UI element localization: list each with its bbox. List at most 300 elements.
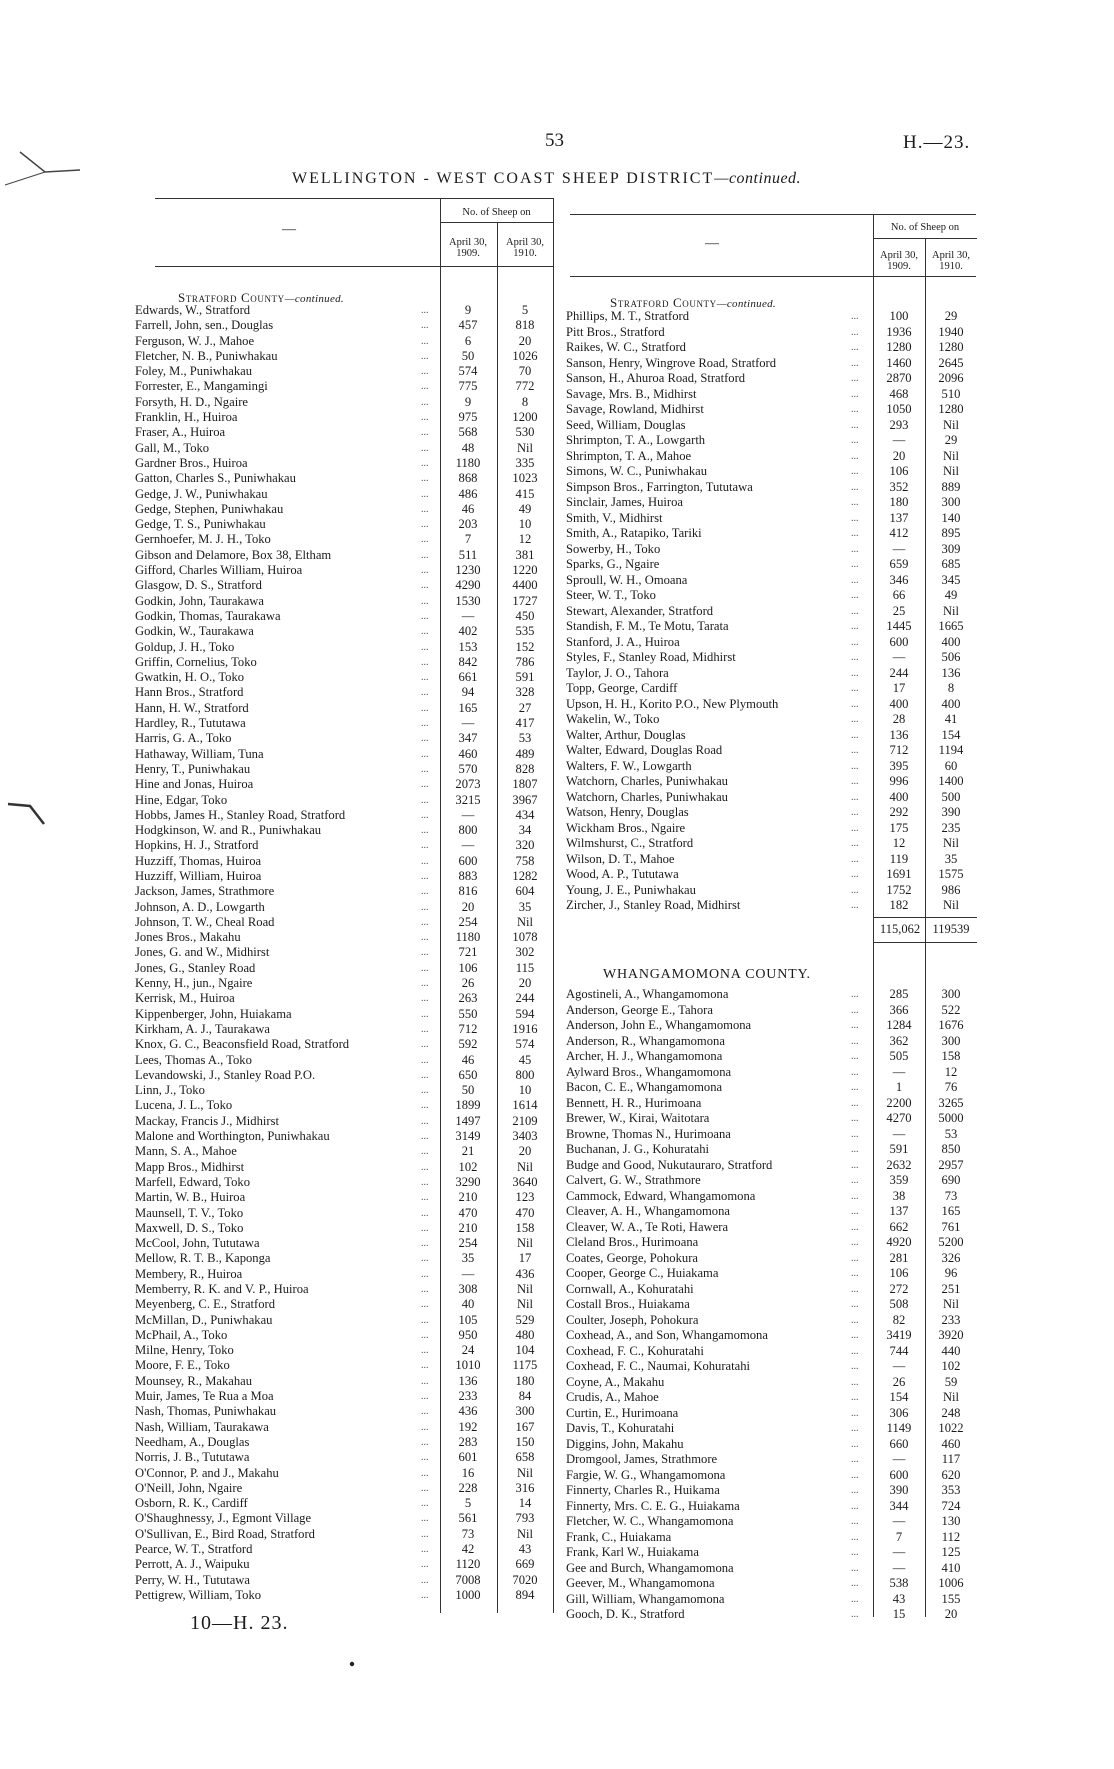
leader-dots: ... <box>421 656 429 668</box>
table-row <box>566 697 978 713</box>
owner-name-address: Johnson, T. W., Cheal Road <box>135 914 275 929</box>
sheep-count-1909: 180 <box>889 495 909 509</box>
sheep-count-1909: — <box>892 1452 906 1466</box>
sheep-count-1910: 53 <box>518 731 532 746</box>
leader-dots: ... <box>421 1131 429 1143</box>
owner-name-address: Linn, J., Toko <box>135 1083 205 1098</box>
sheep-count-1910: 400 <box>941 696 961 711</box>
owner-name-address: O'Connor, P. and J., Makahu <box>135 1465 279 1480</box>
owner-name-address: Stewart, Alexander, Stratford <box>566 603 714 618</box>
leader-dots: ... <box>421 427 429 439</box>
table-row <box>566 987 978 1003</box>
table-row <box>566 1204 978 1220</box>
sheep-count-1909: 712 <box>458 1021 478 1036</box>
sheep-count-1909: 486 <box>458 486 478 501</box>
table-row <box>135 1358 555 1373</box>
left-sheep-count-header: No. of Sheep on <box>462 207 531 218</box>
right-sheep-count-header: No. of Sheep on <box>890 222 960 233</box>
sheep-count-1910: 3403 <box>512 1129 538 1144</box>
table-row <box>566 1034 978 1050</box>
sheep-count-1910: 658 <box>515 1450 535 1465</box>
leader-dots: ... <box>851 1175 859 1186</box>
sheep-count-1910: 244 <box>515 991 535 1006</box>
table-row <box>135 1114 555 1129</box>
sheep-count-1909: 508 <box>889 1297 909 1311</box>
sheep-count-1909: 263 <box>458 991 478 1006</box>
sheep-count-1910: 1400 <box>938 774 964 788</box>
table-row <box>135 517 555 532</box>
table-row <box>566 1049 978 1065</box>
table-row <box>135 1466 555 1481</box>
leader-dots: ... <box>851 1113 859 1124</box>
sheep-count-1910: 320 <box>515 838 535 853</box>
sheep-count-1909: 46 <box>461 501 475 516</box>
leader-dots: ... <box>421 1268 429 1280</box>
sheep-count-1909: 1752 <box>886 882 912 897</box>
table-row <box>566 1437 978 1453</box>
sheep-count-1910: 410 <box>941 1560 961 1575</box>
owner-name-address: Moore, F. E., Toko <box>135 1358 230 1373</box>
owner-name-address: Gedge, Stephen, Puniwhakau <box>135 501 284 516</box>
table-row <box>566 1127 978 1143</box>
owner-name-address: Cleaver, W. A., Te Roti, Hawera <box>566 1219 729 1234</box>
owner-name-address: Fargie, W. G., Whangamomona <box>566 1467 726 1482</box>
owner-name-address: Anderson, John E., Whangamomona <box>566 1018 752 1032</box>
sheep-count-1909: 7008 <box>455 1572 481 1587</box>
leader-dots: ... <box>421 381 429 393</box>
leader-dots: ... <box>421 488 429 500</box>
table-row <box>135 1007 555 1022</box>
sheep-count-1910: 2109 <box>512 1113 538 1128</box>
sheep-count-1909: — <box>892 1064 906 1079</box>
total-1910: 119539 <box>932 922 970 936</box>
leader-dots: ... <box>421 733 429 745</box>
sheep-count-1909: 210 <box>458 1220 478 1235</box>
table-row <box>135 609 555 624</box>
sheep-count-1910: 20 <box>518 976 532 991</box>
sheep-count-1910: 4400 <box>512 578 538 593</box>
sheep-count-1909: 106 <box>889 1266 909 1280</box>
sheep-count-1910: Nil <box>942 448 960 463</box>
leader-dots: ... <box>421 962 429 974</box>
leader-dots: ... <box>421 1360 429 1372</box>
owner-name-address: Gill, William, Whangamomona <box>566 1591 725 1606</box>
sheep-count-1909: 46 <box>461 1052 475 1067</box>
table-row <box>566 759 978 775</box>
sheep-count-1910: 60 <box>944 758 958 773</box>
left-table-top-rule <box>155 198 553 199</box>
owner-name-address: Marfell, Edward, Toko <box>135 1174 250 1189</box>
sheep-count-1910: 76 <box>944 1080 958 1094</box>
table-row <box>135 318 555 333</box>
leader-dots: ... <box>421 1498 429 1510</box>
table-row <box>135 869 555 884</box>
table-row <box>135 884 555 899</box>
sheep-count-1910: 1727 <box>512 593 538 608</box>
sheep-count-1910: 1282 <box>512 868 538 883</box>
leader-dots: ... <box>421 1452 429 1464</box>
sheep-count-1909: 568 <box>458 425 478 440</box>
owner-name-address: Sanson, Henry, Wingrove Road, Stratford <box>566 355 777 370</box>
table-row <box>566 1483 978 1499</box>
owner-name-address: Forrester, E., Mangamingi <box>135 379 268 394</box>
owner-name-address: Mackay, Francis J., Midhirst <box>135 1113 279 1128</box>
owner-name-address: Geever, M., Whangamomona <box>566 1576 715 1590</box>
table-row <box>135 563 555 578</box>
sheep-count-1910: Nil <box>942 836 960 850</box>
sheep-count-1909: 192 <box>458 1419 478 1434</box>
leader-dots: ... <box>421 1482 429 1494</box>
table-row <box>566 588 978 604</box>
leader-dots: ... <box>421 1238 429 1250</box>
leader-dots: ... <box>851 435 859 446</box>
sheep-count-1910: 20 <box>944 1607 958 1621</box>
owner-name-address: Maxwell, D. S., Toko <box>135 1220 244 1235</box>
owner-name-address: O'Neill, John, Ngaire <box>135 1480 243 1495</box>
sheep-count-1909: 1 <box>895 1080 903 1094</box>
leader-dots: ... <box>421 1467 429 1479</box>
sheep-count-1910: 20 <box>518 333 532 348</box>
leader-dots: ... <box>421 1146 429 1158</box>
table-row <box>566 1375 978 1391</box>
leader-dots: ... <box>851 884 859 896</box>
sheep-count-1909: 2200 <box>886 1095 912 1110</box>
sheep-count-1909: 9 <box>464 303 472 317</box>
sheep-count-1909: 2073 <box>455 777 481 792</box>
sheep-count-1910: 49 <box>518 501 532 516</box>
right-col-1909-line1: April 30, <box>880 250 918 261</box>
owner-name-address: Godkin, W., Taurakawa <box>135 624 254 639</box>
table-row <box>566 340 978 356</box>
leader-dots: ... <box>421 549 429 561</box>
leader-dots: ... <box>421 886 429 898</box>
total-bottom-rule <box>873 942 977 943</box>
owner-name-address: Seed, William, Douglas <box>566 417 686 432</box>
owner-name-address: Hobbs, James H., Stanley Road, Stratford <box>135 807 346 822</box>
leader-dots: ... <box>421 1436 429 1448</box>
sheep-count-1909: 712 <box>889 743 909 757</box>
owner-name-address: Gernhoefer, M. J. H., Toko <box>135 532 271 547</box>
owner-name-address: Harris, G. A., Toko <box>135 731 232 746</box>
sheep-count-1910: 450 <box>515 608 535 623</box>
sheep-count-1909: — <box>892 433 906 447</box>
leader-dots: ... <box>421 748 429 760</box>
table-row <box>566 1421 978 1437</box>
sheep-count-1909: 400 <box>889 696 909 711</box>
sheep-count-1909: 505 <box>889 1049 909 1063</box>
leader-dots: ... <box>851 776 859 787</box>
table-row <box>566 790 978 806</box>
sheep-count-1909: 210 <box>458 1190 478 1205</box>
leader-dots: ... <box>421 1299 429 1311</box>
owner-name-address: Gardner Bros., Huiroa <box>135 455 248 470</box>
right-county-name: Stratford County <box>610 295 717 310</box>
table-row <box>566 883 978 899</box>
leader-dots: ... <box>851 342 859 353</box>
table-row <box>566 1018 978 1034</box>
owner-name-address: Shrimpton, T. A., Mahoe <box>566 448 692 463</box>
sheep-count-1909: 16 <box>461 1465 475 1480</box>
sheep-count-1910: 154 <box>941 727 961 742</box>
leader-dots: ... <box>851 388 859 400</box>
sheep-count-1910: Nil <box>942 1297 960 1311</box>
heading-continued: —continued. <box>714 170 802 187</box>
sheep-count-1910: 1006 <box>938 1576 964 1590</box>
total-1909: 115,062 <box>879 922 921 936</box>
sheep-count-1910: 415 <box>515 486 535 501</box>
table-row <box>135 945 555 960</box>
right-col-1909-line2: 1909. <box>887 261 911 272</box>
table-row <box>135 1573 555 1588</box>
sheep-count-1909: 292 <box>889 805 909 819</box>
leader-dots: ... <box>421 1589 429 1601</box>
leader-dots: ... <box>851 1004 859 1016</box>
sheep-count-1909: 1180 <box>455 930 481 945</box>
table-row <box>135 1098 555 1113</box>
sheep-count-1910: 140 <box>941 510 961 525</box>
table-row <box>135 1404 555 1419</box>
owner-name-address: Norris, J. B., Tututawa <box>135 1450 250 1465</box>
sheep-count-1909: 136 <box>889 727 909 742</box>
parliamentary-paper-reference: H.—23. <box>903 132 971 153</box>
table-row <box>135 379 555 394</box>
table-row <box>135 1389 555 1404</box>
sheep-count-1910: 233 <box>941 1312 961 1327</box>
right-rows <box>566 309 978 914</box>
sheep-count-1909: 359 <box>889 1173 909 1187</box>
leader-dots: ... <box>421 993 429 1005</box>
owner-name-address: Wood, A. P., Tututawa <box>566 867 679 881</box>
left-col-1910-line2: 1910. <box>513 248 537 259</box>
leader-dots: ... <box>851 1252 859 1264</box>
leader-dots: ... <box>421 901 429 913</box>
sheep-count-1910: 436 <box>515 1266 535 1281</box>
sheep-count-1909: 1460 <box>886 355 912 370</box>
leader-dots: ... <box>851 466 859 477</box>
table-row <box>566 1189 978 1205</box>
sheep-count-1910: 1078 <box>512 930 538 945</box>
table-row <box>135 425 555 440</box>
table-row <box>135 1144 555 1159</box>
table-row <box>135 1343 555 1358</box>
table-row <box>135 1236 555 1251</box>
sheep-count-1909: 42 <box>461 1542 475 1557</box>
owner-name-address: Diggins, John, Makahu <box>566 1436 684 1451</box>
leader-dots: ... <box>421 412 429 424</box>
table-row <box>566 309 978 325</box>
owner-name-address: Meyenberg, C. E., Stratford <box>135 1297 276 1312</box>
table-row <box>135 1267 555 1282</box>
sheep-count-1910: 1022 <box>938 1421 964 1435</box>
table-row <box>566 619 978 635</box>
owner-name-address: Dromgool, James, Strathmore <box>566 1452 718 1466</box>
owner-name-address: Lees, Thomas A., Toko <box>135 1052 252 1067</box>
leader-dots: ... <box>851 1361 859 1372</box>
owner-name-address: Muir, James, Te Rua a Moa <box>135 1389 274 1404</box>
owner-name-address: Watson, Henry, Douglas <box>566 805 689 819</box>
table-row <box>566 1251 978 1267</box>
table-row <box>135 349 555 364</box>
sheep-count-1909: 136 <box>458 1373 478 1388</box>
sheep-count-1910: 381 <box>515 547 535 562</box>
owner-name-address: Henry, T., Puniwhakau <box>135 761 251 776</box>
sheep-count-1909: 775 <box>458 379 478 394</box>
sheep-count-1910: Nil <box>516 1465 534 1480</box>
sheep-count-1909: 550 <box>458 1006 478 1021</box>
leader-dots: ... <box>421 794 429 806</box>
sheep-count-1909: 1230 <box>455 563 481 578</box>
leader-dots: ... <box>421 1023 429 1035</box>
owner-name-address: Agostineli, A., Whangamomona <box>566 987 729 1001</box>
owner-name-address: Archer, H. J., Whangamomona <box>566 1049 723 1063</box>
sheep-count-1910: 27 <box>518 700 532 715</box>
sheep-count-1910: 43 <box>518 1542 532 1557</box>
sheep-count-1910: Nil <box>942 603 960 618</box>
sheep-count-1909: 7 <box>895 1529 903 1544</box>
leader-dots: ... <box>851 559 859 570</box>
sheep-count-1910: 123 <box>515 1190 535 1205</box>
leader-dots: ... <box>851 1438 859 1450</box>
sheep-count-1909: 100 <box>889 309 909 323</box>
table-row <box>135 777 555 792</box>
sheep-count-1910: Nil <box>516 914 534 929</box>
table-row <box>135 1496 555 1511</box>
leader-dots: ... <box>851 636 859 648</box>
sheep-count-1909: 362 <box>889 1033 909 1048</box>
table-row <box>566 1282 978 1298</box>
table-row <box>135 1160 555 1175</box>
leader-dots: ... <box>421 1528 429 1540</box>
leader-dots: ... <box>421 457 429 469</box>
sheep-count-1910: 594 <box>515 1006 535 1021</box>
sheep-count-1909: 511 <box>458 547 478 562</box>
owner-name-address: Cleaver, A. H., Whangamomona <box>566 1204 730 1218</box>
sheep-count-1909: 283 <box>458 1434 478 1449</box>
left-col-1909-line1: April 30, <box>449 237 487 248</box>
whangamomona-rows <box>566 987 978 1623</box>
table-row <box>566 464 978 480</box>
owner-name-address: Standish, F. M., Te Motu, Tarata <box>566 619 729 633</box>
owner-name-address: Godkin, Thomas, Taurakawa <box>135 608 281 623</box>
table-row <box>566 1390 978 1406</box>
leader-dots: ... <box>421 932 429 944</box>
owner-name-address: Walter, Edward, Douglas Road <box>566 743 723 757</box>
table-row <box>135 334 555 349</box>
sheep-count-1910: 302 <box>515 945 535 960</box>
left-rows <box>135 303 555 1603</box>
sheep-count-1910: 489 <box>515 746 535 761</box>
leader-dots: ... <box>421 610 429 622</box>
table-row <box>566 511 978 527</box>
sheep-count-1910: 390 <box>941 805 961 819</box>
owner-name-address: Hardley, R., Tututawa <box>135 716 246 731</box>
sheep-count-1910: 96 <box>944 1266 958 1280</box>
owner-name-address: Foley, M., Puniwhakau <box>135 364 253 379</box>
sheep-count-1909: 352 <box>889 479 909 494</box>
leader-dots: ... <box>851 373 859 384</box>
sheep-count-1909: 20 <box>892 448 906 463</box>
sheep-count-1909: 82 <box>892 1312 906 1327</box>
table-row <box>135 976 555 991</box>
sheep-count-1909: 5 <box>464 1496 472 1511</box>
leader-dots: ... <box>421 519 429 531</box>
table-row <box>566 728 978 744</box>
owner-name-address: Anderson, R., Whangamomona <box>566 1033 725 1048</box>
leader-dots: ... <box>421 1085 429 1097</box>
owner-name-address: Mounsey, R., Makahau <box>135 1373 253 1388</box>
owner-name-address: Hine and Jonas, Huiroa <box>135 777 254 792</box>
left-col-1910-header <box>497 237 553 259</box>
owner-name-address: Cammock, Edward, Whangamomona <box>566 1188 756 1203</box>
left-col-1910-line1: April 30, <box>506 237 544 248</box>
sheep-count-1909: 1120 <box>455 1557 481 1572</box>
leader-dots: ... <box>421 702 429 714</box>
sheep-count-1910: Nil <box>516 1297 534 1312</box>
table-row <box>566 1297 978 1313</box>
left-col-1909-line2: 1909. <box>456 248 480 259</box>
sheep-count-1910: 17 <box>518 1251 532 1266</box>
owner-name-address: Huzziff, William, Huiroa <box>135 868 262 883</box>
owner-name-address: Maunsell, T. V., Toko <box>135 1205 244 1220</box>
table-row <box>566 635 978 651</box>
table-row <box>135 701 555 716</box>
sheep-count-1910: 417 <box>515 716 535 731</box>
table-row <box>135 441 555 456</box>
sheep-count-1909: 744 <box>889 1343 909 1358</box>
table-row <box>566 1111 978 1127</box>
sheep-count-1910: 12 <box>944 1064 958 1079</box>
leader-dots: ... <box>851 1097 859 1109</box>
sheep-count-1910: 604 <box>515 884 535 899</box>
leader-dots: ... <box>851 1330 859 1341</box>
sheep-count-1910: 5 <box>521 303 529 317</box>
leader-dots: ... <box>421 870 429 882</box>
leader-dots: ... <box>421 442 429 454</box>
sheep-count-1910: 690 <box>941 1173 961 1187</box>
sheep-count-1909: 40 <box>461 1297 475 1312</box>
leader-dots: ... <box>851 497 859 508</box>
table-row <box>135 456 555 471</box>
table-row <box>135 747 555 762</box>
leader-dots: ... <box>421 825 429 837</box>
sheep-count-1909: 6 <box>464 333 472 348</box>
leader-dots: ... <box>421 1421 429 1433</box>
sheep-count-1910: 73 <box>944 1188 958 1203</box>
table-row <box>135 1313 555 1328</box>
table-row <box>135 1450 555 1465</box>
leader-dots: ... <box>421 1391 429 1403</box>
sheep-count-1910: 1175 <box>512 1358 538 1373</box>
owner-name-address: Mellow, R. T. B., Kaponga <box>135 1251 271 1266</box>
leader-dots: ... <box>851 1500 859 1512</box>
table-row <box>135 930 555 945</box>
sheep-count-1910: 152 <box>515 639 535 654</box>
table-row <box>566 805 978 821</box>
table-row <box>135 1053 555 1068</box>
owner-name-address: Buchanan, J. G., Kohuratahi <box>566 1142 710 1156</box>
leader-dots: ... <box>421 1559 429 1571</box>
sheep-count-1910: 460 <box>941 1436 961 1451</box>
leader-dots: ... <box>851 838 859 849</box>
left-county-continued: —continued. <box>284 293 344 305</box>
leader-dots: ... <box>421 763 429 775</box>
owner-name-address: Jones, G., Stanley Road <box>135 960 256 975</box>
sheep-count-1910: 235 <box>941 820 961 835</box>
table-row <box>135 685 555 700</box>
sheep-count-1909: 2870 <box>886 371 912 385</box>
heading-main: WELLINGTON - WEST COAST SHEEP DISTRICT <box>292 170 715 187</box>
sheep-count-1909: 344 <box>889 1498 909 1513</box>
